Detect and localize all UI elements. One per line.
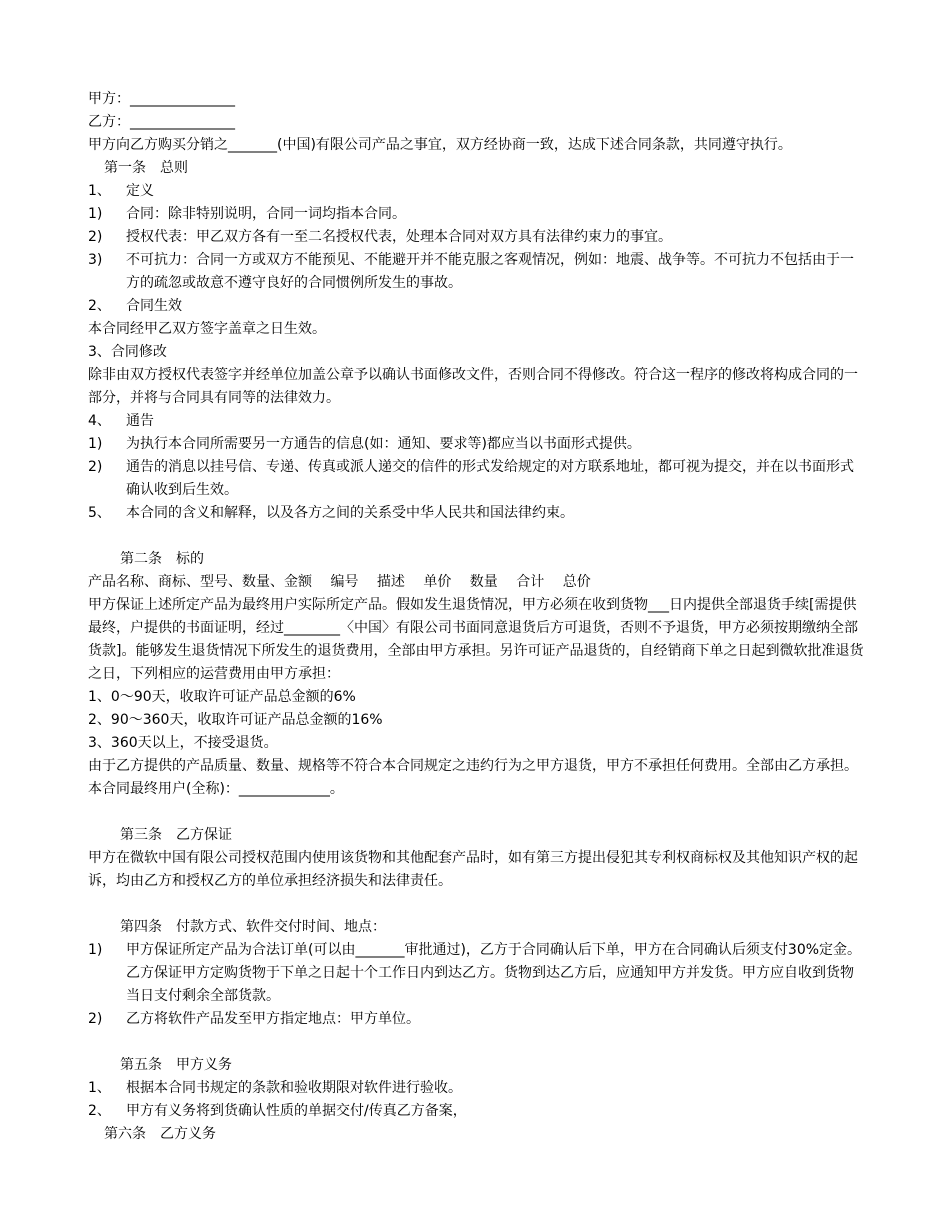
item-number: 2) <box>88 459 103 475</box>
section-label: 通告 <box>126 413 154 429</box>
section-amendment-body: 除非由双方授权代表签字并经单位加盖公章予以确认书面修改文件，否则合同不得修改。符合这一程序的修改将构成合同的一部分，并将与合同具有同等的法律效力。 <box>88 367 858 406</box>
payment-item <box>88 939 866 1008</box>
payment-item <box>88 1008 866 1031</box>
item-text: 不可抗力：合同一方或双方不能预见、不能避开并不能克服之客观情况，例如：地震、战争等。不可抗力不包括由于一方的疏忽或故意不遵守良好的合同惯例所发生的事故。 <box>126 252 854 291</box>
notice-item <box>88 433 866 456</box>
definition-item <box>88 249 866 295</box>
spacer <box>88 1031 866 1054</box>
item-text: 乙方将软件产品发至甲方指定地点：甲方单位。 <box>126 1011 420 1027</box>
party-b-line: 乙方：_______________ <box>88 114 235 130</box>
spacer <box>88 893 866 916</box>
section-label: 本合同的含义和解释，以及各方之间的关系受中华人民共和国法律约束。 <box>126 505 574 521</box>
item-text: 合同：除非特别说明，合同一词均指本合同。 <box>126 206 406 222</box>
definition-item <box>88 226 866 249</box>
article-2-body: 甲方保证上述所定产品为最终用户实际所定产品。假如发生退货情况，甲方必须在收到货物___日内提供全部退货手续[需提供最终，户提供的书面证明，经过________〈中国〉有限公司书面同意退货后方可退货，否则不予退货，甲方必须按期缴纳全部货款]。能够发生退货情况下所发生的退货费用，全部由甲方承担。另许可证产品退货的，自经销商下单之日起到微软批准退货之日，下列相应的运营费用由甲方承担： <box>88 597 864 682</box>
notice-item <box>88 456 866 502</box>
article-3-title: 第三条 乙方保证 <box>120 827 232 843</box>
item-text: 通告的消息以挂号信、专递、传真或派人递交的信件的形式发给规定的对方联系地址，都可视为提交，并在以书面形式确认收到后生效。 <box>126 459 854 498</box>
section-label: 合同生效 <box>126 298 182 314</box>
section-number: 4、 <box>88 413 111 429</box>
return-fee-rule-1: 1、0～90天，收取许可证产品总金额的6% <box>88 689 356 705</box>
section-effect-body: 本合同经甲乙双方签字盖章之日生效。 <box>88 321 326 337</box>
article-6-title: 第六条 乙方义务 <box>104 1126 216 1142</box>
item-text: 甲方保证所定产品为合法订单(可以由_______审批通过)，乙方于合同确认后下单，甲方在合同确认后须支付30%定金。乙方保证甲方定购货物于下单之日起十个工作日内到达乙方。货物到达乙方后，应通知甲方并发货。甲方应自收到货物当日支付剩余全部货款。 <box>126 942 862 1004</box>
obligation-item <box>88 1077 866 1100</box>
section-number: 2、 <box>88 298 111 314</box>
item-text: 为执行本合同所需要另一方通告的信息(如：通知、要求等)都应当以书面形式提供。 <box>126 436 641 452</box>
return-fee-rule-2: 2、90～360天，收取许可证产品总金额的16% <box>88 712 383 728</box>
section-number: 5、 <box>88 505 111 521</box>
product-columns-line: 产品名称、商标、型号、数量、金额 编号 描述 单价 数量 合计 总价 <box>88 574 591 590</box>
item-text: 根据本合同书规定的条款和验收期限对软件进行验收。 <box>126 1080 462 1096</box>
spacer <box>88 525 866 548</box>
article-1-title: 第一条 总则 <box>104 160 188 176</box>
party-a-line: 甲方：_______________ <box>88 91 235 107</box>
section-number: 1、 <box>88 183 111 199</box>
article-2-body-2: 由于乙方提供的产品质量、数量、规格等不符合本合同规定之违约行为之甲方退货，甲方不承担任何费用。全部由乙方承担。 本合同最终用户(全称)：_____________。 <box>88 758 865 797</box>
item-number: 1) <box>88 206 103 222</box>
return-fee-rule-3: 3、360天以上，不接受退货。 <box>88 735 278 751</box>
item-number: 3) <box>88 252 103 268</box>
item-number: 1) <box>88 942 103 958</box>
definition-item <box>88 203 866 226</box>
article-5-title: 第五条 甲方义务 <box>120 1057 232 1073</box>
section-notice-heading <box>88 410 866 433</box>
section-governing-law <box>88 502 866 525</box>
item-number: 2) <box>88 1011 103 1027</box>
contract-page <box>88 88 866 1146</box>
item-number: 2) <box>88 229 103 245</box>
section-effect-heading <box>88 295 866 318</box>
item-number: 1) <box>88 436 103 452</box>
item-text: 甲方有义务将到货确认性质的单据交付/传真乙方备案， <box>126 1103 467 1119</box>
item-number: 1、 <box>88 1080 111 1096</box>
article-2-title: 第二条 标的 <box>120 551 204 567</box>
item-number: 2、 <box>88 1103 111 1119</box>
obligation-item <box>88 1100 866 1123</box>
section-definitions-heading <box>88 180 866 203</box>
spacer <box>88 801 866 824</box>
contract-intro: 甲方向乙方购买分销之_______(中国)有限公司产品之事宜，双方经协商一致，达成下述合同条款，共同遵守执行。 <box>88 137 792 153</box>
section-amendment-heading: 3、合同修改 <box>88 344 167 360</box>
article-3-body: 甲方在微软中国有限公司授权范围内使用该货物和其他配套产品时，如有第三方提出侵犯其专利权商标权及其他知识产权的起诉，均由乙方和授权乙方的单位承担经济损失和法律责任。 <box>88 850 858 889</box>
item-text: 授权代表：甲乙双方各有一至二名授权代表，处理本合同对双方具有法律约束力的事宜。 <box>126 229 672 245</box>
section-label: 定义 <box>126 183 154 199</box>
article-4-title: 第四条 付款方式、软件交付时间、地点： <box>120 919 386 935</box>
